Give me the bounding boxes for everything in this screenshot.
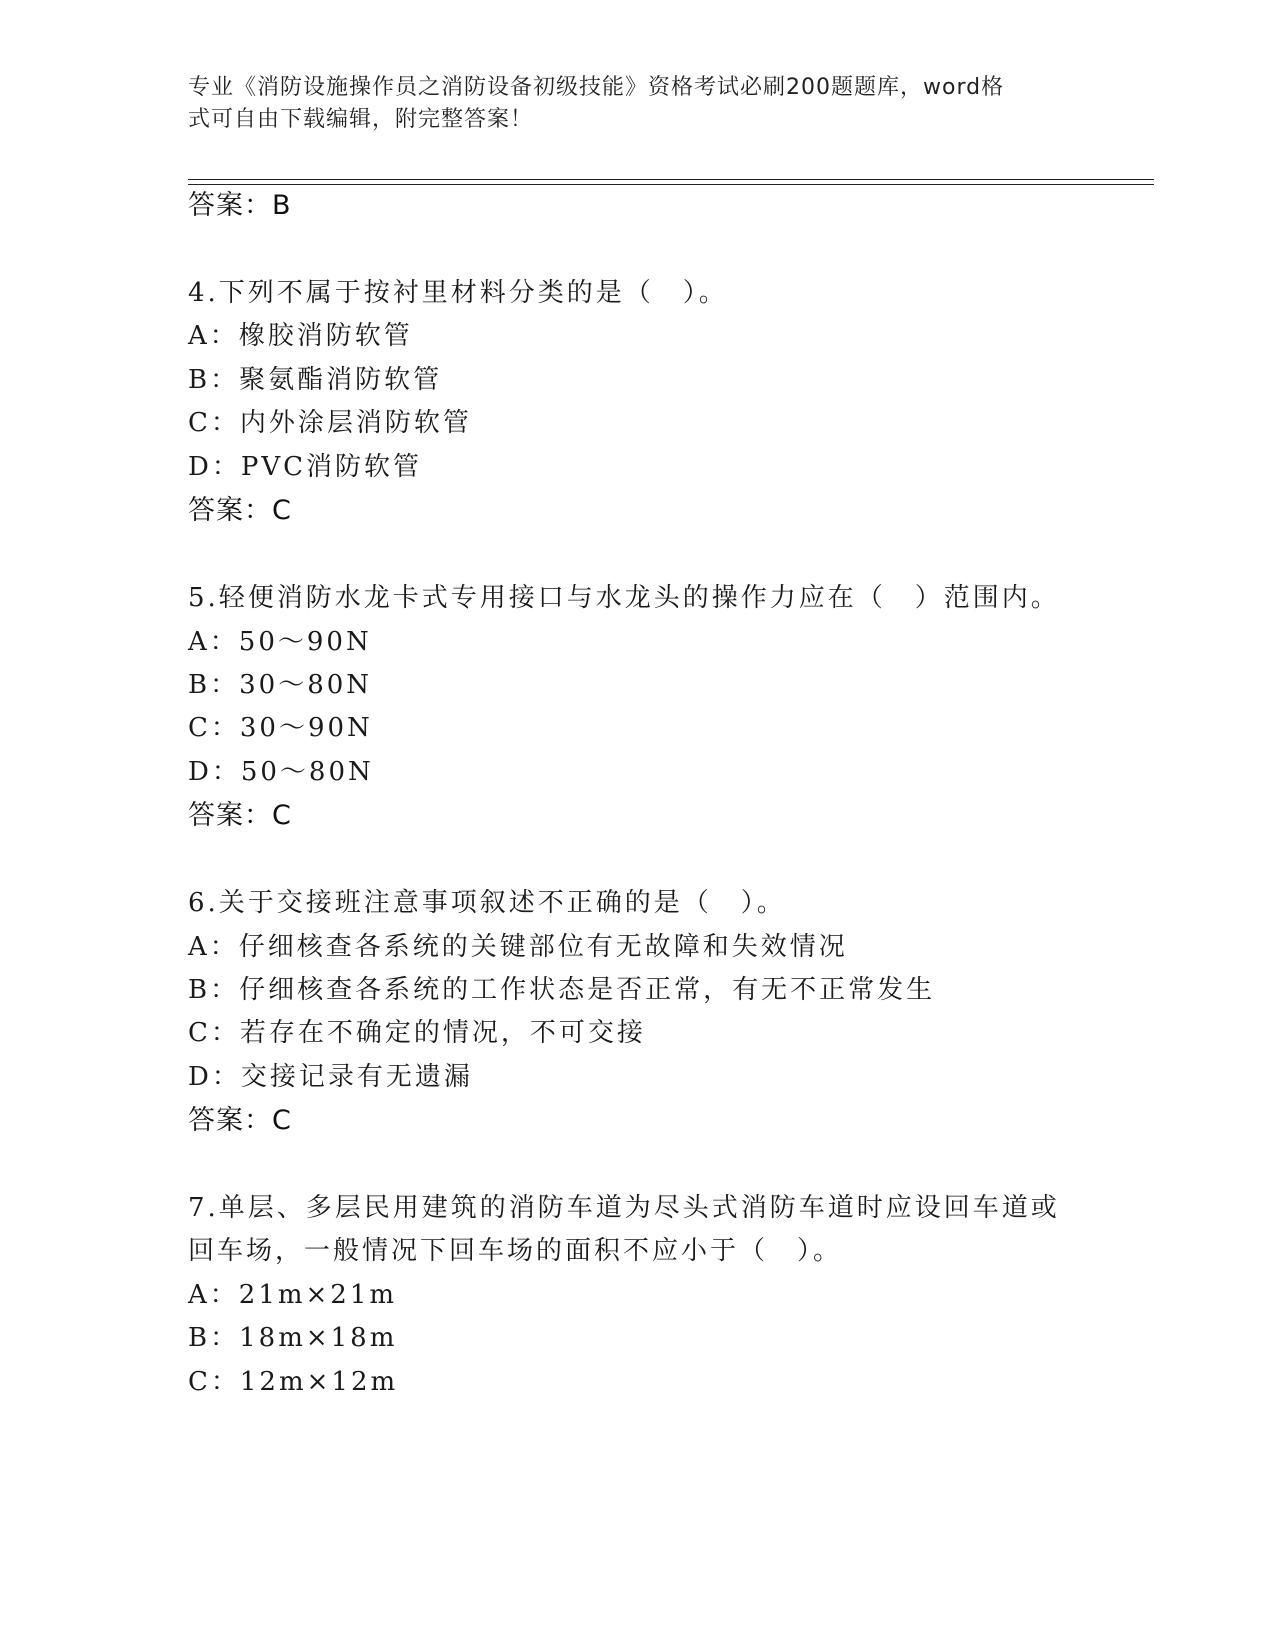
question-4-option-b: B：聚氨酯消防软管 [188,365,443,395]
question-6-answer: 答案：C [188,1105,292,1136]
answer-prev: 答案：B [188,190,292,221]
question-4-option-d: D：PVC消防软管 [188,452,423,482]
question-5-option-b: B：30～80N [188,670,373,700]
question-4-answer: 答案：C [188,495,292,526]
question-7-stem-line-1: 7.单层、多层民用建筑的消防车道为尽头式消防车道时应设回车道或 [188,1193,1060,1223]
question-5-answer: 答案：C [188,800,292,831]
question-6-option-b: B：仔细核查各系统的工作状态是否正常，有无不正常发生 [188,975,936,1005]
question-7-option-a: A：21m×21m [188,1280,398,1310]
question-6-option-d: D：交接记录有无遗漏 [188,1062,473,1092]
question-5-option-c: C：30～90N [188,713,373,743]
header-line-2: 式可自由下载编辑，附完整答案！ [188,107,534,132]
question-6-option-a: A：仔细核查各系统的关键部位有无故障和失效情况 [188,932,848,962]
question-7-option-b: B：18m×18m [188,1323,398,1353]
question-4-option-c: C：内外涂层消防软管 [188,408,472,438]
question-7-option-c: C：12m×12m [188,1367,399,1397]
question-4-stem: 4.下列不属于按衬里材料分类的是（ ）。 [188,278,728,308]
question-5-stem: 5.轻便消防水龙卡式专用接口与水龙头的操作力应在（ ）范围内。 [188,583,1060,613]
header-line-1: 专业《消防设施操作员之消防设备初级技能》资格考试必刷200题题库，word格 [188,75,1005,100]
question-5-option-d: D：50～80N [188,757,374,787]
question-4-option-a: A：橡胶消防软管 [188,321,413,351]
question-7-stem-line-2: 回车场，一般情况下回车场的面积不应小于（ ）。 [188,1236,843,1266]
question-6-option-c: C：若存在不确定的情况，不可交接 [188,1018,646,1048]
question-6-stem: 6.关于交接班注意事项叙述不正确的是（ ）。 [188,888,786,918]
document-header [188,72,1068,136]
question-5-option-a: A：50～90N [188,627,372,657]
header-divider-bottom [188,184,1154,185]
header-divider-top [188,179,1154,180]
